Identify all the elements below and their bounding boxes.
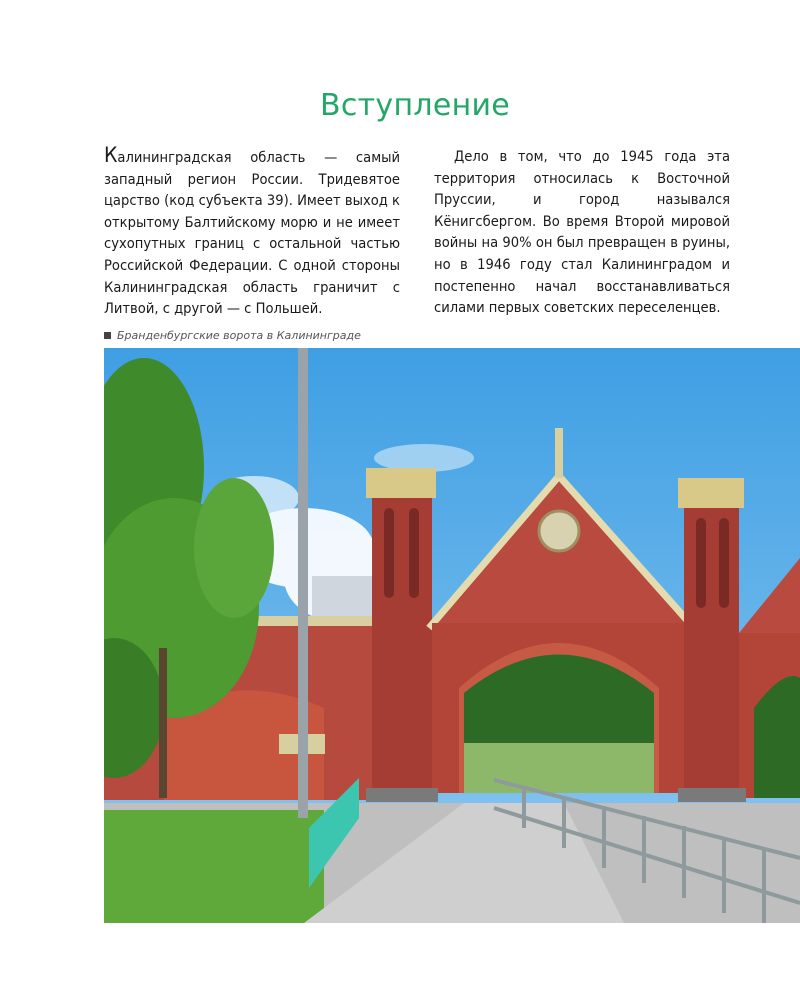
gable-medallion	[539, 511, 579, 551]
tower-window-left-b	[409, 508, 419, 598]
tower-base-left	[366, 788, 438, 802]
intro-column-right: Дело в том, что до 1945 года эта территория относилась к Восточной Пруссии, и город назывался Кёнигсбергом. Во время Второй мировой войны на 90% он был превращен в руины, но в 1946 году стал Калининградом и постепенно начал восстанавливаться силами первых советских переселенцев.	[434, 148, 730, 317]
drop-cap: К	[104, 143, 118, 167]
caption-square-icon	[104, 332, 111, 339]
tower-base-right	[678, 788, 746, 802]
caption-text: Бранденбургские ворота в Калининграде	[117, 329, 361, 342]
lawn	[104, 810, 324, 923]
page-title: Вступление	[319, 88, 511, 123]
tower-cap-right	[678, 478, 744, 508]
photo-caption	[104, 329, 361, 342]
tower-window-right-a	[696, 518, 706, 608]
tower-window-right-b	[719, 518, 729, 608]
arch-view-street	[464, 743, 654, 793]
tower-cap-left	[366, 468, 436, 498]
intro-text-left: алининградская область — самый западный регион России. Тридевятое царство (код субъекта 39). Имеет выход к открытому Балтийскому морю и не имеет сухопутных границ с остальной частью Российской Федерации. С одной стороны Калининградская область граничит с Литвой, с другой — с Польшей.	[104, 149, 400, 318]
tower-window-left-a	[384, 508, 394, 598]
gate-tower-right	[684, 498, 739, 798]
intro-column-left	[104, 143, 400, 320]
gable-finial	[555, 428, 563, 478]
gate-illustration	[104, 348, 800, 923]
gate-tower-left	[372, 488, 432, 788]
photo-brandenburg-gate	[104, 348, 800, 923]
light-pole	[298, 348, 308, 818]
